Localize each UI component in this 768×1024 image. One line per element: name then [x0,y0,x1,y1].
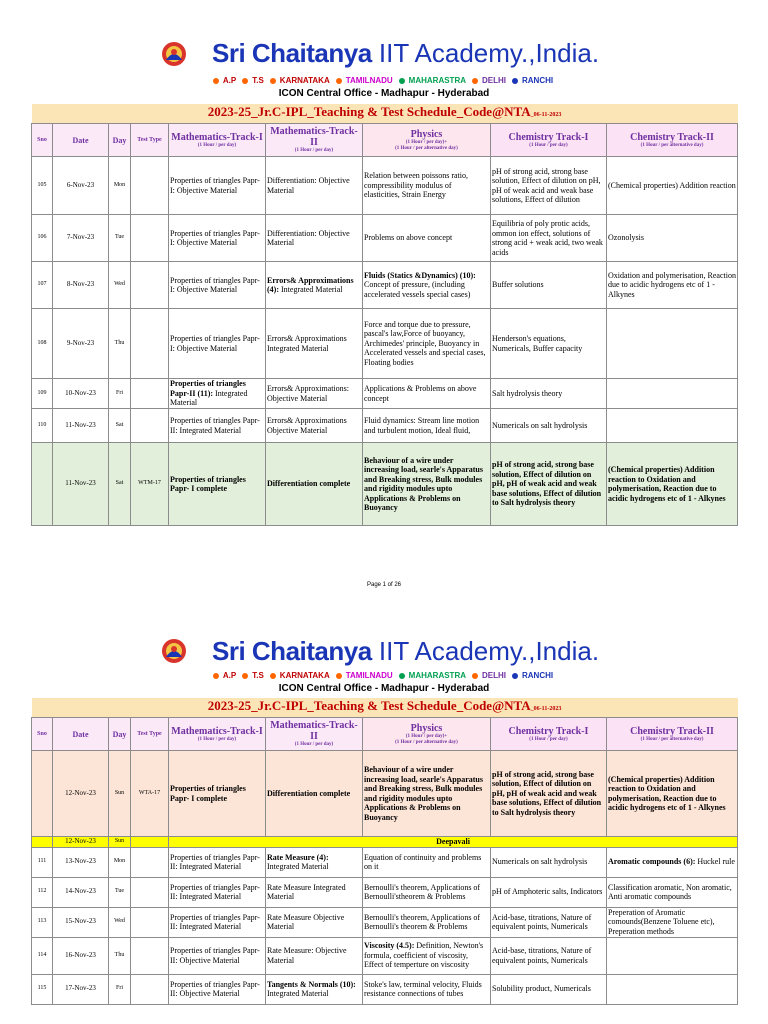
cell-math-track-1 [169,262,266,309]
cell-chem-track-1 [491,409,607,443]
cell-date: 13-Nov-23 [53,847,109,877]
cell-math-track-1-heading: Properties of triangles Papr-II (11): [170,379,246,398]
col-math-track-1-sub: (1 Hour / per day) [197,736,237,742]
cell-day: Mon [109,157,131,215]
cell-math-track-2 [266,262,363,309]
cell-physics-heading: Viscosity (4.5): [364,941,415,951]
schedule-title-date: _06-11-2023 [530,112,562,118]
schedule-table [31,104,738,526]
col-chem-track-2 [607,718,738,751]
cell-sno: 115 [32,974,53,1004]
bullet-icon [270,673,276,679]
cell-sno: 107 [32,262,53,309]
bullet-icon [336,673,342,679]
cell-math-track-2 [266,157,363,215]
cell-chem-track-2 [607,379,738,409]
cell-physics-text: Bernoulli's theorem, Applications of Bernoulli'stheorem & Problems [364,882,481,901]
cell-sno: 110 [32,409,53,443]
col-physics-sub: (1 Hour / per alternative day) [395,739,458,745]
cell-day: Fri [109,974,131,1004]
cell-sno: 113 [32,907,53,937]
cell-math-track-1-text: Properties of triangles Papr- II: Integrated Material [170,416,260,435]
col-math-track-1 [169,124,266,157]
cell-physics-text: Behaviour of a wire under increasing load, searle's Apparatus and Breaking stress, Bulk modules and rigidity modules upto Applications & Problems on Buoyancy [364,765,483,822]
col-physics-sub: (1 Hour / per day)+ [405,139,448,145]
schedule-body [32,157,738,526]
cell-math-track-2-text: Differentiation: Objective Material [267,176,350,195]
cell-physics-text: Problems on above concept [364,233,453,243]
cell-math-track-1-text: Integrated Material [170,388,248,408]
cell-math-track-2-text: Rate Measure Integrated Material [267,882,346,901]
bullet-icon [399,673,405,679]
state-label: T.S [242,76,266,85]
table-row [32,157,738,215]
bullet-icon [512,78,518,84]
cell-date: 14-Nov-23 [53,877,109,907]
cell-chem-track-2 [607,262,738,309]
states-list [0,76,768,85]
cell-chem-track-1-text: Buffer solutions [492,280,544,290]
cell-test-type [131,157,169,215]
cell-physics-text: Relation between poissons ratio, compressibility modulus of elasticities, Strain Energy [364,171,468,200]
cell-chem-track-1-text: Numericals on salt hydrolysis [492,420,588,430]
holiday-row [32,837,738,848]
cell-test-type [131,974,169,1004]
bullet-icon [512,673,518,679]
table-row [32,379,738,409]
cell-physics [363,309,491,379]
cell-chem-track-1-text: pH of Amphoteric salts, Indicators [492,887,603,897]
cell-chem-track-1 [491,379,607,409]
schedule-title: 2023-25_Jr.C-IPL_Teaching & Test Schedule_Code@NTA [207,104,531,119]
cell-sno: 105 [32,157,53,215]
state-label: T.S [242,671,266,680]
table-row [32,974,738,1004]
bullet-icon [213,78,219,84]
col-math-track-1-label: Mathematics-Track-I [171,131,263,143]
cell-chem-track-2 [607,751,738,837]
cell-sno: 106 [32,215,53,262]
table-row [32,907,738,937]
bullet-icon [336,78,342,84]
cell-chem-track-2-text: Oxidation and polymerisation, Reaction due to acidic hydrogens etc of 1 - Alkynes [608,270,736,299]
cell-chem-track-1-text: Salt hydrolysis theory [492,388,563,398]
schedule-title-date: _06-11-2023 [530,706,562,712]
col-physics [363,718,491,751]
schedule-title-row [32,698,738,718]
cell-chem-track-2 [607,215,738,262]
academy-logo-icon [160,637,188,665]
cell-sno: 108 [32,309,53,379]
cell-math-track-2 [266,877,363,907]
state-label: DELHI [472,671,508,680]
state-label: KARNATAKA [270,671,332,680]
col-chem-track-2 [607,124,738,157]
cell-chem-track-1-text: pH of strong acid, strong base solution, Effect of dilution on pH, pH of weak acid and weak base solutions, Effect of dilution [492,166,601,204]
cell-physics-text: Applications & Problems on above concept [364,384,477,403]
cell-chem-track-2-heading: Aromatic compounds (6): [608,857,696,867]
bullet-icon [213,673,219,679]
cell-math-track-1 [169,215,266,262]
cell-math-track-2-text: Errors& Approximations: Objective Material [267,384,349,403]
page-header [0,0,768,104]
cell-math-track-2 [266,409,363,443]
cell-chem-track-2-text: Huckel rule [695,857,735,867]
bullet-icon [270,78,276,84]
cell-math-track-1 [169,974,266,1004]
cell-sno: 111 [32,847,53,877]
cell-chem-track-1 [491,157,607,215]
state-label: MAHARASTRA [399,671,468,680]
cell-date: 10-Nov-23 [53,379,109,409]
cell-physics [363,751,491,837]
cell-chem-track-1 [491,847,607,877]
cell-chem-track-1-text: Solubility product, Numericals [492,984,591,994]
cell-test-type [131,379,169,409]
table-row [32,309,738,379]
cell-math-track-2 [266,937,363,974]
col-chem-track-1-sub: (1 Hour / per day) [529,736,568,742]
schedule-title-row [32,104,738,124]
cell-chem-track-2-text: (Chemical properties) Addition reaction to Oxidation and polymerisation, Reaction due to acidic hydrogens etc of 1 - Alkynes [608,465,726,503]
cell-math-track-1 [169,907,266,937]
cell-physics-text: Bernoulli's theorem, Applications of Bernoulli's theorem & Problems [364,912,481,931]
col-math-track-2 [266,718,363,751]
cell-physics [363,907,491,937]
table-row [32,847,738,877]
cell-math-track-1 [169,877,266,907]
cell-chem-track-1 [491,443,607,526]
test-row [32,443,738,526]
cell-chem-track-2-text: (Chemical properties) Addition reaction [608,180,736,190]
bullet-icon [242,673,248,679]
cell-test-type [131,215,169,262]
state-label: MAHARASTRA [399,76,468,85]
cell-date: 16-Nov-23 [53,937,109,974]
cell-chem-track-2 [607,409,738,443]
state-label: DELHI [472,76,508,85]
cell-chem-track-1 [491,309,607,379]
cell-chem-track-2-text: Classification aromatic, Non aromatic, Anti aromatic compounds [608,882,732,901]
cell-math-track-1-text: Properties of triangles Papr- I: Objective Material [170,334,260,353]
cell-math-track-1 [169,443,266,526]
col-test-type: Test Type [131,124,169,157]
cell-day: Tue [109,215,131,262]
cell-physics [363,379,491,409]
col-physics-label: Physics [410,128,443,140]
cell-date: 7-Nov-23 [53,215,109,262]
cell-day: Sun [109,837,131,848]
cell-chem-track-2-text: Preperation of Aromatic comounds(Benzene Toluene etc), Preperation methods [608,907,715,936]
col-chem-track-2-sub: (1 Hour / per alternative day) [640,142,704,148]
col-math-track-2 [266,124,363,157]
col-math-track-2-label: Mathematics-Track-II [270,720,358,742]
cell-math-track-2 [266,974,363,1004]
cell-test-type [131,937,169,974]
col-day: Day [109,718,131,751]
col-math-track-2-label: Mathematics-Track-II [270,126,358,148]
cell-chem-track-2-text: Ozonolysis [608,233,644,243]
cell-physics-text: Concept of pressure, (including accelerated vessels special cases) [364,280,471,299]
cell-sno [32,837,53,848]
holiday-label: Deepavali [169,837,738,848]
cell-math-track-2-heading: Tangents & Normals (10): [267,979,356,989]
cell-physics [363,409,491,443]
state-label: TAMILNADU [336,76,395,85]
cell-test-type [131,409,169,443]
cell-sno: 109 [32,379,53,409]
cell-test-type [131,309,169,379]
cell-chem-track-2 [607,309,738,379]
cell-math-track-1-text: Properties of triangles Papr- I: Objective Material [170,176,260,195]
cell-math-track-2 [266,907,363,937]
cell-physics-heading: Fluids (Statics &Dynamics) (10): [364,270,476,280]
cell-date: 17-Nov-23 [53,974,109,1004]
cell-math-track-2 [266,443,363,526]
cell-physics-text: Stoke's law, terminal velocity, Fluids resistance connections of tubes [364,979,482,998]
cell-test-type: WTA-17 [131,751,169,837]
cell-chem-track-2 [607,974,738,1004]
cell-math-track-1-text: Properties of triangles Papr- I complete [170,784,246,803]
cell-physics-text: Definition, Newton's formula, coefficient of viscosity, Effect of temperture on viscosity [364,941,484,970]
page-2 [0,605,768,1024]
col-chem-track-1-label: Chemistry Track-I [508,131,589,143]
cell-test-type [131,907,169,937]
state-label: A.P [213,76,238,85]
cell-chem-track-1-text: Henderson's equations, Numericals, Buffer capacity [492,334,583,353]
office-address: ICON Central Office - Madhapur - Hyderabad [278,683,490,694]
cell-day: Tue [109,877,131,907]
table-row [32,877,738,907]
cell-chem-track-2 [607,847,738,877]
col-chem-track-1 [491,124,607,157]
cell-day: Thu [109,309,131,379]
col-test-type: Test Type [131,718,169,751]
bullet-icon [399,78,405,84]
cell-sno [32,443,53,526]
bullet-icon [472,673,478,679]
cell-date: 12-Nov-23 [53,751,109,837]
cell-date: 12-Nov-23 [53,837,109,848]
cell-math-track-2-text: Errors& Approximations Objective Material [267,416,347,435]
cell-day: Sat [109,409,131,443]
cell-physics [363,974,491,1004]
cell-chem-track-1-text: Equilibria of poly protic acids, ommon ion effect, solutions of strong acid + weak acid, two weak acids [492,219,603,257]
col-math-track-1-label: Mathematics-Track-I [171,725,263,737]
cell-date: 6-Nov-23 [53,157,109,215]
cell-physics-text: Behaviour of a wire under increasing load, searle's Apparatus and Breaking stress, Bulk modules and rigidity modules upto Applications & Problems on Buoyancy [364,455,483,512]
brand-title: Sri Chaitanya IIT Academy.,India. [212,636,600,666]
bullet-icon [242,78,248,84]
col-chem-track-2-label: Chemistry Track-II [630,131,714,143]
cell-test-type [131,837,169,848]
cell-date: 11-Nov-23 [53,409,109,443]
cell-day: Wed [109,907,131,937]
cell-test-type [131,262,169,309]
col-day: Day [109,124,131,157]
cell-test-type [131,847,169,877]
col-math-track-1-sub: (1 Hour / per day) [197,142,237,148]
cell-chem-track-1 [491,262,607,309]
cell-math-track-2-text: Integrated Material [279,285,343,294]
brand-title: Sri Chaitanya IIT Academy.,India. [212,38,600,68]
cell-day: Wed [109,262,131,309]
col-physics [363,124,491,157]
cell-physics [363,937,491,974]
cell-chem-track-2 [607,877,738,907]
cell-math-track-1 [169,157,266,215]
test-row [32,751,738,837]
cell-math-track-1-text: Properties of triangles Papr- II: Integrated Material [170,912,260,931]
cell-math-track-2-heading: Rate Measure (4): [267,852,329,862]
col-date: Date [53,718,109,751]
col-math-track-2-sub: (1 Hour / per day) [294,742,334,747]
cell-chem-track-1-text: Acid-base, titrations, Nature of equivalent points, Numericals [492,912,592,931]
cell-physics [363,847,491,877]
cell-sno: 112 [32,877,53,907]
cell-sno [32,751,53,837]
academy-logo-icon [160,40,188,68]
col-sno: Sno [32,718,53,751]
states-list [0,671,768,680]
cell-chem-track-2 [607,157,738,215]
cell-chem-track-1-text: pH of strong acid, strong base solution, Effect of dilution on pH, pH of weak acid and weak base solutions, Effect of dilution to Salt hydrolysis theory [492,460,602,508]
col-physics-sub: (1 Hour / per day)+ [405,733,448,739]
cell-day: Sun [109,751,131,837]
col-chem-track-2-sub: (1 Hour / per alternative day) [640,736,704,742]
state-label: TAMILNADU [336,671,395,680]
cell-day: Sat [109,443,131,526]
cell-chem-track-1 [491,907,607,937]
cell-math-track-1 [169,937,266,974]
cell-physics-text: Force and torque due to pressure, pascal's law,Force of buoyancy, Archimedes' principle, Buoyancy in Accelerated vessels and special cases, Floating bodies [364,319,486,367]
cell-math-track-1 [169,409,266,443]
cell-math-track-2 [266,847,363,877]
cell-chem-track-2 [607,937,738,974]
cell-chem-track-1-text: pH of strong acid, strong base solution, Effect of dilution on pH, pH of weak acid and weak base solutions, Effect of dilution to Salt hydrolysis theory [492,769,602,817]
cell-math-track-2-text: Differentiation complete [267,788,351,798]
schedule-table [31,698,738,1005]
column-header-row [32,718,738,751]
cell-math-track-2-text: Rate Measure: Objective Material [267,946,347,965]
cell-math-track-1 [169,751,266,837]
cell-sno: 114 [32,937,53,974]
cell-math-track-2-text: Errors& Approximations Integrated Material [267,334,347,353]
page-header [0,605,768,709]
cell-chem-track-1-text: Acid-base, titrations, Nature of equivalent points, Numericals [492,946,592,965]
table-row [32,937,738,974]
state-label: A.P [213,671,238,680]
cell-test-type [131,877,169,907]
cell-math-track-2 [266,309,363,379]
cell-math-track-1-text: Properties of triangles Papr-II: Integrated Material [170,852,260,871]
cell-chem-track-1-text: Numericals on salt hydrolysis [492,857,588,867]
cell-date: 8-Nov-23 [53,262,109,309]
col-chem-track-1-label: Chemistry Track-I [508,725,589,737]
col-chem-track-2-label: Chemistry Track-II [630,725,714,737]
page-number: Page 1 of 26 [366,582,402,588]
bullet-icon [472,78,478,84]
cell-chem-track-2 [607,443,738,526]
col-sno: Sno [32,124,53,157]
col-chem-track-1 [491,718,607,751]
cell-math-track-1-text: Properties of triangles Papr- I complete [170,474,246,493]
cell-physics [363,443,491,526]
cell-math-track-2-text: Differentiation complete [267,479,351,489]
cell-chem-track-1 [491,751,607,837]
cell-physics-text: Fluid dynamics: Stream line motion and turbulent motion, Ideal fluid, [364,416,480,435]
cell-date: 15-Nov-23 [53,907,109,937]
cell-math-track-1 [169,379,266,409]
cell-chem-track-1 [491,974,607,1004]
state-label: KARNATAKA [270,76,332,85]
cell-math-track-1-text: Properties of triangles Papr- II: Integrated Material [170,882,260,901]
table-row [32,409,738,443]
cell-math-track-1-text: Properties of triangles Papr- I: Objective Material [170,228,260,247]
cell-math-track-2 [266,751,363,837]
cell-chem-track-1 [491,877,607,907]
col-math-track-2-sub: (1 Hour / per day) [294,148,334,153]
col-chem-track-1-sub: (1 Hour / per day) [529,142,568,148]
cell-math-track-1 [169,309,266,379]
cell-physics [363,262,491,309]
cell-date: 11-Nov-23 [53,443,109,526]
cell-math-track-2 [266,379,363,409]
cell-physics [363,877,491,907]
office-address: ICON Central Office - Madhapur - Hyderabad [278,88,490,99]
col-physics-label: Physics [410,722,443,734]
cell-math-track-1-text: Properties of triangles Papr- II: Objective Material [170,979,260,998]
cell-chem-track-1 [491,215,607,262]
cell-date: 9-Nov-23 [53,309,109,379]
cell-chem-track-2-text: (Chemical properties) Addition reaction to Oxidation and polymerisation, Reaction due to acidic hydrogens etc of 1 - Alkynes [608,774,726,812]
cell-day: Mon [109,847,131,877]
cell-math-track-2-text: Rate Measure Objective Material [267,912,345,931]
table-row [32,215,738,262]
cell-physics [363,157,491,215]
cell-day: Fri [109,379,131,409]
col-physics-sub: (1 Hour / per alternative day) [395,145,458,151]
cell-math-track-2 [266,215,363,262]
table-row [32,262,738,309]
cell-chem-track-2 [607,907,738,937]
col-math-track-1 [169,718,266,751]
cell-math-track-2-text: Differentiation: Objective Material [267,228,350,247]
state-label: RANCHI [512,671,555,680]
cell-math-track-2-text: Integrated Material [267,862,329,871]
cell-physics-text: Equation of continuity and problems on it [364,852,482,871]
cell-test-type: WTM-17 [131,443,169,526]
schedule-body [32,751,738,1005]
cell-day: Thu [109,937,131,974]
cell-math-track-2-text: Integrated Material [267,989,329,998]
col-date: Date [53,124,109,157]
column-header-row [32,124,738,157]
cell-math-track-1-text: Properties of triangles Papr- I: Objective Material [170,275,260,294]
cell-physics [363,215,491,262]
state-label: RANCHI [512,76,555,85]
cell-math-track-1 [169,847,266,877]
schedule-title: 2023-25_Jr.C-IPL_Teaching & Test Schedule_Code@NTA [207,698,531,713]
cell-math-track-1-text: Properties of triangles Papr- II: Objective Material [170,946,260,965]
cell-chem-track-1 [491,937,607,974]
cell-math-track-2-heading: Errors& Approximations (4): [267,275,354,294]
